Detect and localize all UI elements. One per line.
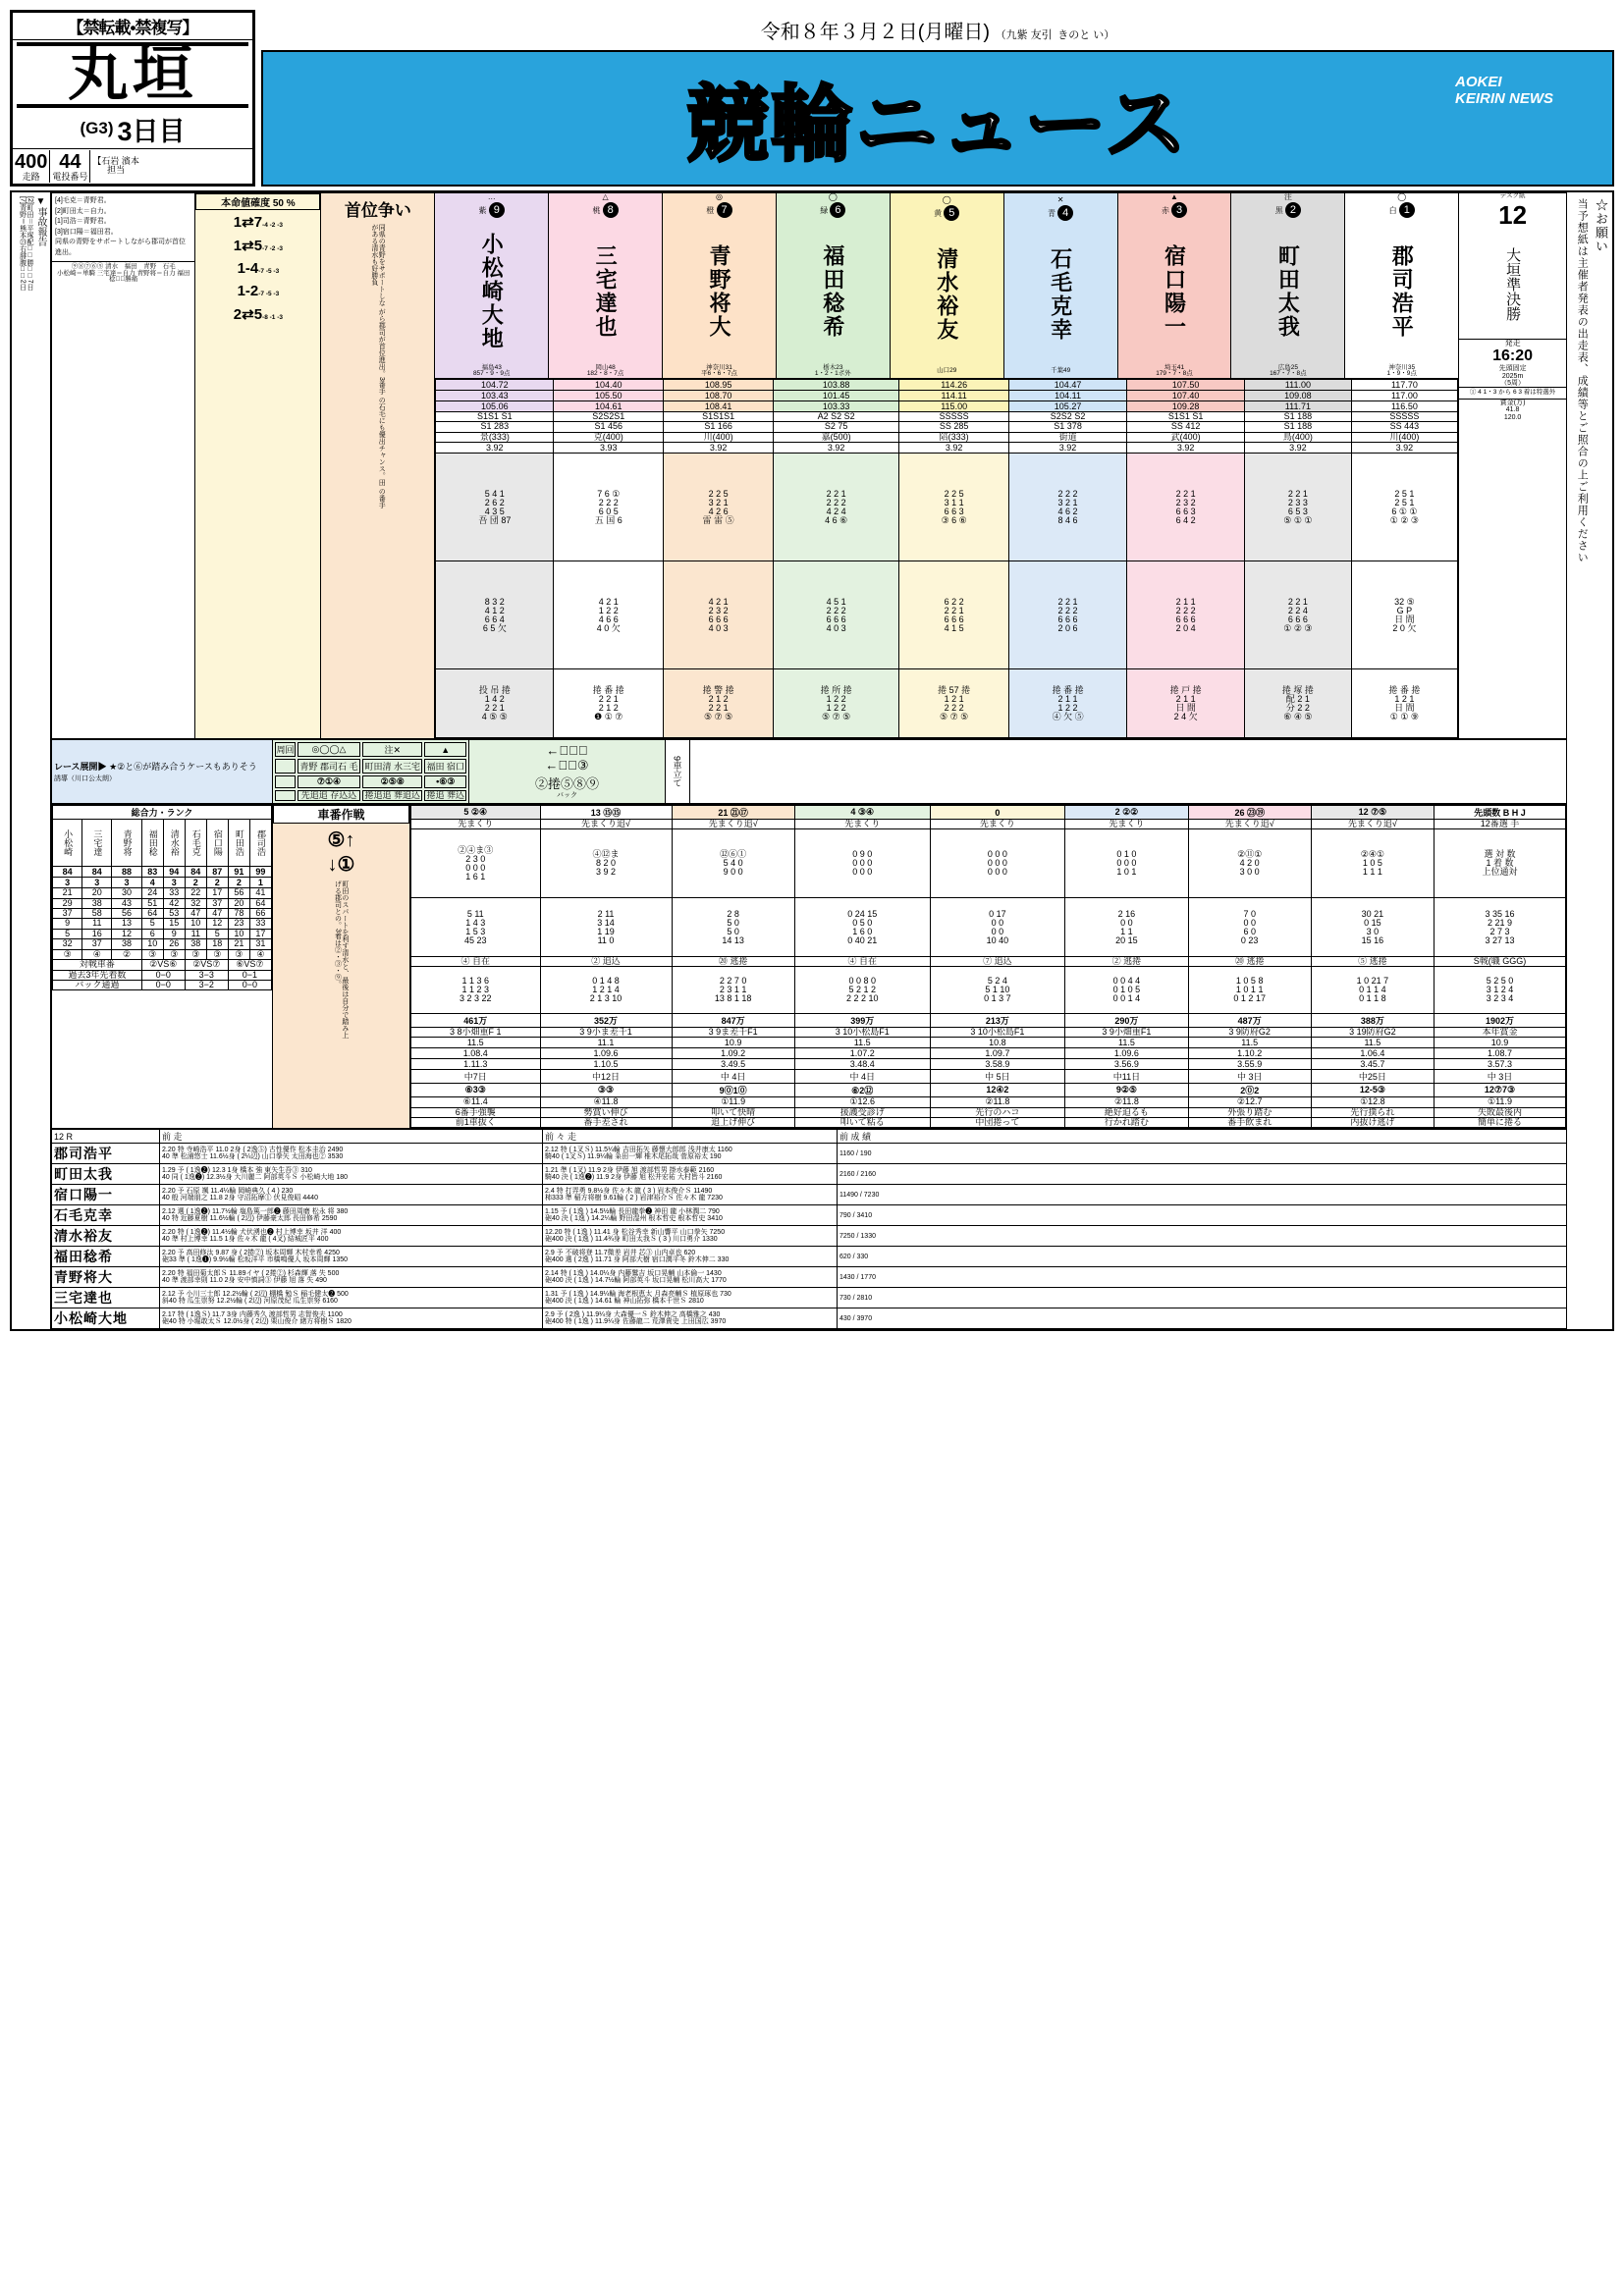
shuukai-group-nums: •⑥③ bbox=[424, 775, 466, 788]
issue-date: 令和８年３月２日(月曜日) （九紫 友引 きのと い） bbox=[760, 22, 1115, 43]
table-row[interactable] bbox=[52, 1226, 1567, 1247]
result-racer-name: 青野将大 bbox=[52, 1267, 160, 1288]
racer-col-3[interactable] bbox=[1117, 193, 1231, 379]
shuukai-group-names: 青野 郡司石 毛 bbox=[298, 759, 360, 774]
racer-name: 郡司浩平 bbox=[1389, 243, 1415, 339]
race-round: 大垣準決勝 bbox=[1504, 247, 1522, 321]
main-content bbox=[51, 192, 1567, 1329]
result-prev2: 2.12 特 ( 1叉Ｓ) 11.5¼輪 吉田拓矢 藤懐大郎郎 浅井康太 1160 騎40 ( 1叉Ｓ) 11.9¼輪 粂田一輝 椎木尾拓哉 菅原裕太 190 bbox=[543, 1144, 838, 1164]
result-recent: 730 / 2810 bbox=[838, 1288, 1567, 1308]
shuukai-group-names: 福田 宿口 bbox=[424, 759, 466, 774]
sen-stats-block bbox=[410, 805, 1567, 1129]
racer-pref: 千葉49 bbox=[1050, 367, 1071, 375]
taisen-row: 過去3年先着数 0−0 3−3 0−1 bbox=[53, 970, 272, 980]
color-row: 紫 9 bbox=[435, 202, 548, 218]
result-recent: 11490 / 7230 bbox=[838, 1185, 1567, 1205]
result-racer-name: 三宅達也 bbox=[52, 1288, 160, 1308]
result-prev2: 2.9 予 不破将登 11.7微差 岩井 芯③ 山内卓也 620 砲400 選 ( 2逸 ) 11.71 身 阿部大樹 宿口潤平冬 鈴木伸二 330 bbox=[543, 1247, 838, 1267]
table-row[interactable] bbox=[52, 1144, 1567, 1164]
mark-row: 注 bbox=[1283, 192, 1292, 201]
racer-rank: 1・9・9点 bbox=[1386, 370, 1417, 378]
prize-1: 41.8 bbox=[1505, 406, 1520, 414]
table-row[interactable] bbox=[52, 1247, 1567, 1267]
result-racer-name: 宿口陽一 bbox=[52, 1185, 160, 1205]
result-prev2: 1.31 予 ( 1逸 ) 14.9¼輪 海老根恵太 月森亮輔Ｓ 植原琢也 730 砲400 決 ( 1逸 ) 14.61 輪 神山拓弥 橋本千世Ｓ 2810 bbox=[543, 1288, 838, 1308]
sogo-names: 小松崎 三宅達 青野将 福田稔 清水裕 石毛克 宿口陽 町田浩 郡司浩 bbox=[53, 820, 272, 867]
sogo-row: 9 11 13 5 15 10 12 23 33 bbox=[53, 919, 272, 929]
sen-kaku-row: ④ 自在 ② 追込 ⑳ 逃捲 ④ 自在 ⑦ 追込 ② 逃捲 ⑳ 逃捲 ⑤ 逃捲 S戦(職 GGG) bbox=[411, 957, 1566, 967]
shuukai-group-names: 町田清 水三宅 bbox=[362, 759, 422, 774]
sen-detail-1: ②④ま③ 2 3 0 0 0 0 1 6 1 ④⑫ま 8 2 0 3 9 2 ⑫⑥① 5 4 0 9 0 0 0 9 0 0 0 0 0 0 0 0 0 0 0 0 0 0 0 0 0 1 0 0 0 0 1 0 1 ②⑪① 4 2 0 3 0 0 ②④① 1 0 5 1 1 1 選 対 数 1 着 数 上位通対 bbox=[411, 829, 1566, 898]
shui-arasoi bbox=[321, 193, 435, 739]
distance: 2025m bbox=[1501, 372, 1524, 380]
shuukai-marks-2: 注✕ bbox=[362, 742, 422, 757]
result-prev2: 1.15 予 ( 1逸 ) 14.5½輪 長田龍拳❷ 神田 龍 小林潤二 790 砲40 決 ( 1逸 ) 14.2¼輪 野田湿州 根本哲史 根本哲史 3410 bbox=[543, 1205, 838, 1226]
venue-meta bbox=[13, 148, 252, 184]
sen-rowa: ⑥3③ ③③ 9⓪1⓪ ⑥2⑫ 12④2 9②⑤ 2⓪2 12-5③ 12⑦7③ bbox=[411, 1084, 1566, 1097]
racer-pref: 広島25 bbox=[1277, 363, 1298, 371]
racer-pref: 栃木23 bbox=[823, 363, 843, 371]
shuukai-marks-3: ▲ bbox=[424, 742, 466, 757]
result-recent: 790 / 3410 bbox=[838, 1205, 1567, 1226]
sogo-row: 29 38 43 51 42 32 37 20 64 bbox=[53, 898, 272, 908]
table-row[interactable] bbox=[52, 1164, 1567, 1185]
racer-name: 石毛克幸 bbox=[1048, 247, 1073, 343]
tenkai-box bbox=[52, 740, 273, 804]
back-box bbox=[469, 740, 666, 804]
racer-pref: 神奈川31 bbox=[706, 363, 732, 371]
result-racer-name: 郡司浩平 bbox=[52, 1144, 160, 1164]
forecast-left bbox=[52, 193, 195, 739]
result-recent: 7250 / 1330 bbox=[838, 1226, 1567, 1247]
top-section bbox=[51, 192, 1567, 739]
result-racer-name: 町田太我 bbox=[52, 1164, 160, 1185]
back-row: ②捲⑤⑧⑨ bbox=[534, 776, 599, 792]
table-row[interactable] bbox=[52, 1308, 1567, 1329]
tenkai-text: ★②と⑥が踏み合うケースもありそう bbox=[109, 762, 257, 773]
color-row: 緑 6 bbox=[777, 202, 890, 218]
racer-col-2[interactable] bbox=[1231, 193, 1345, 379]
logo-english: AOKEI KEIRIN NEWS bbox=[1454, 74, 1553, 107]
racer-pref: 福島43 bbox=[481, 363, 502, 371]
result-prev2: 2.9 予 ( 2逸 ) 11.9¼身 大森優一Ｓ 鈴木伸之 高橋雅之 430 砲400 特 ( 1逸 ) 11.9¼身 佐藤龍二 荒澤貴史 上田国広 3970 bbox=[543, 1308, 838, 1329]
racer-col-6[interactable] bbox=[776, 193, 890, 379]
mark-row: ◯ bbox=[828, 192, 838, 201]
score-row-2: 103.43 105.50 108.70 101.45 114.11 104.11 107.40 109.08 117.00 bbox=[436, 390, 1458, 400]
accident-item: [7]青野＝熊本㉓右腓腹部⃣2日 bbox=[19, 196, 27, 291]
sakusen-arrows: ⑤↑ ↓① bbox=[327, 829, 355, 877]
mark-row: △ bbox=[602, 192, 609, 201]
score-row-1: 104.72 104.40 108.95 103.88 114.26 104.47 107.50 111.00 117.70 bbox=[436, 379, 1458, 390]
start-label: 発走 bbox=[1459, 339, 1566, 348]
color-row: 赤 3 bbox=[1118, 202, 1231, 218]
race-number: 12 bbox=[1498, 199, 1528, 230]
grade-day-row bbox=[13, 110, 252, 148]
result-racer-name: 小松崎大地 bbox=[52, 1308, 160, 1329]
request-notice bbox=[1567, 192, 1612, 1329]
laps: （5周） bbox=[1500, 379, 1526, 387]
sen-time2-row: 1.08.4 1.09.6 1.09.2 1.07.2 1.09.7 1.09.6 1.10.2 1.06.4 1.08.7 bbox=[411, 1048, 1566, 1059]
result-recent: 620 / 330 bbox=[838, 1247, 1567, 1267]
meta-staff: 【石岩 濱本 担当 bbox=[92, 155, 139, 176]
shuukai-group-nums: ②⑤⑧ bbox=[362, 775, 422, 788]
desk-label: デスク紙 bbox=[1499, 192, 1526, 199]
sen-comment-row: 6番手強襲 勢賞い伸び 叩いて快晴 援護受診げ 先行のハコ 絶好迫るも 外張り踏む 先行撲られ 失敗最後内 bbox=[411, 1107, 1566, 1117]
tip-2: [2]町田太＝自力。 bbox=[55, 207, 111, 215]
result-prev1: 2.20 特 寺崎浩平 11.0 2身 ( 2逸⑤) 古性優作 松本圭治 2490 40 準 松浦悠士 11.6½身 ( 2¼辺) 山口拳矢 太田海也② 3530 bbox=[160, 1144, 543, 1164]
honmei-pick: 1-4-7 -5 -3 bbox=[237, 260, 280, 277]
result-prev2: 2.4 特 打弄勇 9.8½身 佐々木 龍 ( 3 ) 岩本俊介Ｓ 11490 柿333 準 稲方将樹 9.61輪 ( 2 ) 岩津裕介Ｓ 佐々木 龍 7230 bbox=[543, 1185, 838, 1205]
dev-spacer bbox=[690, 740, 1567, 804]
racer-rank: 182・8・7点 bbox=[586, 370, 624, 378]
meta-phone: 44 電投番号 bbox=[50, 150, 90, 184]
racer-pref: 埼玉41 bbox=[1164, 363, 1185, 371]
masthead-right bbox=[261, 10, 1614, 187]
result-recent: 1430 / 1770 bbox=[838, 1267, 1567, 1288]
racer-col-1[interactable] bbox=[1345, 193, 1459, 379]
honmei-pick: 1⇄7-4 -2 -3 bbox=[233, 214, 283, 231]
prize-2: 120.0 bbox=[1503, 413, 1522, 421]
eto: きのと い bbox=[1057, 29, 1105, 41]
section-title: 首位争い bbox=[344, 201, 411, 220]
racer-rank: 平6・6・7点 bbox=[701, 370, 737, 378]
shuukai-group-tags: 捲追 葬込 bbox=[424, 790, 466, 801]
shuukai-title: 周回 bbox=[275, 742, 296, 757]
past-results-table bbox=[51, 1129, 1567, 1329]
honmei-comment: 同県の青野をサポートしな がら郡司が首位進出。3番手 の石毛にも優出チャンス。田 の番手がある清水も好勝負 bbox=[370, 224, 386, 508]
sogo-row: 21 20 30 24 33 22 17 56 41 bbox=[53, 888, 272, 898]
result-racer-name: 石毛克幸 bbox=[52, 1205, 160, 1226]
shuukai-marks-1: ◎◯◯△ bbox=[298, 742, 360, 757]
score-row-3: 105.06 104.61 108.41 103.33 115.00 105.27 109.28 111.71 116.50 bbox=[436, 400, 1458, 411]
tip-5: 同県の青野をサポートしながら郡司が首位進出。 bbox=[55, 239, 186, 256]
color-row: 青 4 bbox=[1004, 205, 1117, 221]
racer-col-4[interactable] bbox=[1003, 193, 1117, 379]
result-racer-name: 福田稔希 bbox=[52, 1247, 160, 1267]
race-development-section bbox=[51, 739, 1567, 804]
honmei-pick: 1-2-7 -5 -3 bbox=[237, 283, 280, 299]
tip-3: [1]司浩＝青野君。 bbox=[55, 218, 111, 225]
result-recent: 430 / 3970 bbox=[838, 1308, 1567, 1329]
sen-money-row: 461万 352万 847万 399万 213万 290万 487万 388万 1902万 bbox=[411, 1014, 1566, 1028]
racer-name: 町田太我 bbox=[1275, 243, 1301, 339]
sen-extra-row: 1 1 3 6 1 1 2 3 3 2 3 22 0 1 4 8 1 2 1 4 2 1 3 10 2 2 7 0 2 3 1 1 13 8 1 18 0 0 8 0 5 2 1 2 2 2 2 10 5 2 4 5 1 10 0 1 3 7 0 0 4 4 0 1 0 5 0 0 1 4 1 0 5 8 1 0 1 1 0 1 2 17 1 0 21 7 0 1 1 4 0 1 1 8 5 2 5 0 3 1 2 4 3 2 3 4 bbox=[411, 967, 1566, 1014]
racer-rank: 167・7・8点 bbox=[1270, 370, 1307, 378]
sakusen-box bbox=[273, 805, 410, 1129]
dense-block-3: 投 吊 捲 1 4 2 2 2 1 4 ⑤ ⑤ 捲 番 捲 2 2 1 2 1 2 ❶ ① ⑦ 捲 警 捲 2 1 2 2 2 1 ⑤ ⑦ ⑤ 捲 所 捲 1 2 2 1 2 2 ⑤ ⑦ ⑤ 捲 57 捲 1 2 1 2 2 2 ⑤ ⑦ ⑤ 捲 番 捲 2 1 1 1 2 2 ④ 欠 ⑤ 捲 戸 捲 2 1 1 日 間 2 4 欠 捲 塚 捲 配 2 1 分 2 2 ⑥ ④ ⑤ 捲 番 捲 1 2 1 日 間 ① ① ⑨ bbox=[436, 669, 1458, 738]
racer-name: 福田稔希 bbox=[820, 243, 845, 339]
result-prev1: 2.12 予 小川三士郎 12.2½輪 ( 2辺) 棚橋 勉Ｓ 稲毛健太❷ 500 斜40 特 瓜生崇努 12.2½輪 ( 2辺) 河原茂紀 瓜生崇努 6160 bbox=[160, 1288, 543, 1308]
back-row: ←⑥⃝③ bbox=[545, 758, 589, 774]
sen-senmaku-row: 先まくり 先まくり追√ 先まくり追√ 先まくり 先まくり 先まくり 先まくり追√ 先まくり追√ 12番選 手 bbox=[411, 820, 1566, 829]
sogo-scores: 84 84 88 83 94 84 87 91 99 bbox=[53, 867, 272, 878]
sen-time-row: 11.5 11.1 10.9 11.5 10.8 11.5 11.5 11.5 10.9 bbox=[411, 1038, 1566, 1048]
sen-rowb: ⑥11.4 ④11.8 ①11.9 ①12.6 ②11.8 ②11.8 ②12.7 ①12.8 ①11.9 bbox=[411, 1097, 1566, 1107]
racer-name: 三宅達也 bbox=[593, 243, 619, 339]
color-row: 橙 7 bbox=[663, 202, 776, 218]
accident-report-column bbox=[12, 192, 51, 1329]
race-info-column bbox=[1459, 193, 1567, 739]
racer-pref: 山口29 bbox=[937, 367, 957, 375]
sen-grade-row: 3 8小畑重F 1 3 9小ま差千1 3 9ま差千F1 3 10小松島F1 3 10小松島F1 3 9小畑重F1 3 9防府G2 3 19防府G2 本年賞金 bbox=[411, 1028, 1566, 1038]
mark-row: … bbox=[487, 192, 496, 201]
shuukai-group-tags: 先追追 存込込 bbox=[298, 790, 360, 801]
request-text: 当予想紙は主催者発表の出走表、成績等とご照合の上ご利用ください bbox=[1576, 198, 1589, 563]
racer-col-7[interactable] bbox=[663, 193, 777, 379]
racer-name: 宿口陽一 bbox=[1162, 243, 1187, 339]
racer-col-8[interactable] bbox=[549, 193, 663, 379]
sogo-row: 5 16 12 6 9 11 5 10 17 bbox=[53, 929, 272, 938]
honmei-pick: 1⇄5-7 -2 -3 bbox=[233, 238, 283, 254]
paper-logo bbox=[261, 50, 1614, 187]
racer-rank: 857・9・9点 bbox=[472, 370, 511, 378]
sogo-ranks: 3 3 3 4 3 2 2 2 1 bbox=[53, 878, 272, 888]
sen-comment2-row: 前1車抜く 番手差され 追上げ伸び 叩いて粘る 中団捲って 行かれ踏む 番手飲まれ 内抜け逃げ 簡単に捲る bbox=[411, 1117, 1566, 1127]
middle-section bbox=[51, 804, 1567, 1129]
meta-track: 400 走路 bbox=[13, 150, 50, 184]
tip-notes: ⑨⑧⑦⑥⑤ 清水 福田 青野 石毛 小松崎＝単騎 三宅達＝自力 青野将＝自力 福田稔＝⃠勝痛 bbox=[52, 261, 194, 286]
results-header: 12 R 前 走 前 々 走 前 成 績 bbox=[52, 1130, 1567, 1144]
s1-row: S1S1 S1 S2S2S1 S1S1S1 A2 S2 S2 SSSSS S2S2 S2 S1S1 S1 S1 188 SSSSS bbox=[436, 411, 1458, 421]
copyright-notice: 【禁転載•禁複写】 bbox=[13, 13, 252, 40]
accident-title: ▼事故報告 bbox=[35, 196, 46, 246]
shuukai-box bbox=[273, 740, 469, 804]
mark-row: ◯ bbox=[1397, 192, 1407, 201]
result-prev2: 12.20 特 ( 1逸 ) 11.41 身 松谷秀幸 新山響平 山口拳矢 7250 砲400 決 ( 1逸 ) 11.4¾身 町田太我Ｓ ( 3 ) 川口勇介 1330 bbox=[543, 1226, 838, 1247]
sogo-row: 32 37 38 10 26 38 18 21 31 bbox=[53, 939, 272, 949]
result-prev1: 2.20 予 石原 颯 11.4¼輪 岡崎典久 ( 4 ) 230 40 般 河端朋之 11.8 2身 守沼拓摩① 伏見俊昭 4440 bbox=[160, 1185, 543, 1205]
result-recent: 1160 / 190 bbox=[838, 1144, 1567, 1164]
rokuyou: 九紫 友引 bbox=[1005, 29, 1053, 41]
honmei-pick: 2⇄5-8 -1 -3 bbox=[233, 306, 283, 323]
mark-row: ◯ bbox=[942, 195, 951, 205]
venue-name: 丸垣 bbox=[17, 42, 248, 108]
dense-block-2: 8 3 2 4 1 2 6 6 4 6 5 欠 4 2 1 1 2 2 4 6 6 4 0 欠 4 2 1 2 3 2 6 6 6 4 0 3 4 5 1 2 2 2 6 6 6 4 0 3 6 2 2 2 2 1 6 6 6 4 1 5 2 2 1 2 2 2 6 6 6 2 0 6 2 1 1 2 2 2 6 6 6 2 0 4 2 2 1 2 2 4 6 6 6 ① ② ③ 32 ⑤ G P 日 間 2 0 欠 bbox=[436, 561, 1458, 669]
fixed-label: 先頭固定 bbox=[1498, 365, 1527, 373]
sakusen-title: 車番作戦 bbox=[273, 805, 409, 824]
start-time: 16:20 bbox=[1492, 347, 1534, 365]
result-prev1: 2.20 特 ( 1逸❷) 11.4½輪 犬伏湧也❷ 村上博幸 坂井 洋 400 40 準 村上博幸 11.5 1身 佐々木 龍 ( 4叉) 結城匠平 400 bbox=[160, 1226, 543, 1247]
result-recent: 2160 / 2160 bbox=[838, 1164, 1567, 1185]
shuukai-group-nums: ⑦①④ bbox=[298, 775, 360, 788]
shuukai-group-tags: 捲追追 葬追込 bbox=[362, 790, 422, 801]
region-row: 景(333) 克(400) 川(400) 嘉(500) 陪(333) 街道 武(400) 鳥(400) 川(400) bbox=[436, 432, 1458, 442]
accident-item: [2]町田＝平塚配分⃠勝痛⃣7日 bbox=[27, 196, 33, 291]
sen-days-row: 中7日 中12日 中 4日 中 4日 中 5日 中11日 中 3日 中25日 中 3日 bbox=[411, 1070, 1566, 1084]
sogo-title: 総合力・ランク bbox=[53, 806, 272, 820]
sen-header-row: 5 ②④ 13 ⑮⑮ 21 ㉑⑰ 4 ③④ 0 2 ②② 26 ㉓⑲ 12 ⑦⑤ 先頭数 B H J bbox=[411, 806, 1566, 820]
color-row: 桃 8 bbox=[549, 202, 662, 218]
back-row: ←⑦⃝⑭ bbox=[546, 743, 588, 759]
request-title: ☆お願い bbox=[1594, 198, 1608, 253]
taisen-row: 対戦車番 ②VS⑥ ②VS⑦ ⑥VS⑦ bbox=[53, 960, 272, 970]
result-prev1: 2.12 選 ( 1逸❷) 11.7½輪 塩島篤一郎❷ 藤田周磨 松永 将 380 40 特 近藤夏樹 11.6½輪 ( 2辺) 伊藤豪太郎 長田修希 2590 bbox=[160, 1205, 543, 1226]
racer-name: 小松崎大地 bbox=[479, 232, 505, 350]
racer-rank: 1・2・1ポ外 bbox=[814, 370, 851, 378]
page-header bbox=[10, 10, 1614, 187]
grade-label: (G3) bbox=[80, 119, 114, 138]
mark-row: ▲ bbox=[1170, 192, 1178, 201]
dense-block-1: 5 4 1 2 6 2 4 3 5 吾 団 87 7 6 ① 2 2 2 6 0 5 五 国 6 2 2 5 3 2 1 4 2 6 雷 雷 ⑤ 2 2 1 2 2 2 4 2 4 4 6 ⑥ 2 2 5 3 1 1 6 6 3 ③ 6 ⑥ 2 2 2 3 2 1 4 6 2 8 4 6 2 2 1 2 3 2 6 6 3 6 4 2 2 2 1 2 3 3 6 5 3 ⑤ ① ① 2 5 1 2 5 1 6 ① ① ① ② ③ bbox=[436, 454, 1458, 561]
color-row: 白 1 bbox=[1345, 202, 1458, 218]
color-row: 黄 5 bbox=[891, 205, 1003, 221]
prize-label: 賞金(万) bbox=[1459, 399, 1566, 406]
racer-stats-block bbox=[435, 378, 1459, 738]
sakusen-text: 町田のスパートを利す清水と、最後は自分で踏み上げる郡司との。3着は②・③・⑨。 bbox=[334, 881, 349, 1040]
yuudou: 誘導（川口公太朗） bbox=[54, 775, 116, 783]
sogo-row: 37 58 56 64 53 47 47 78 66 bbox=[53, 908, 272, 918]
racer-rank: 179・7・8点 bbox=[1156, 370, 1193, 378]
racer-pref: 岡山48 bbox=[595, 363, 616, 371]
day-label: 3日目 bbox=[117, 116, 186, 146]
logo-kanji: 競輪ニュース bbox=[686, 79, 1189, 171]
result-prev1: 2.20 特 福田菊太郎Ｓ 11.89イヤ ( 2捲②) 杉森輝 落 失 500 40 準 渡部幸則 11.0 2身 安中慎詞③ 伊藤 旭 落 失 490 bbox=[160, 1267, 543, 1288]
result-prev2: 1.21 準 ( 1叉) 11.9 2身 伊藤 旭 渡部哲男 掛水泰範 2160 騎40 決 ( 1逸❷) 11.9 2身 伊藤 旭 松井宏祐 大村皆斗 2160 bbox=[543, 1164, 838, 1185]
racer-col-5[interactable] bbox=[890, 193, 1003, 379]
honmei-label: 本命値確度 50 % bbox=[195, 193, 320, 210]
racer-pref: 神奈川35 bbox=[1388, 363, 1416, 371]
mark-row: ✕ bbox=[1056, 195, 1064, 205]
back-label: バック bbox=[557, 792, 577, 800]
tip-1: [4]毛克＝青野君。 bbox=[55, 197, 111, 204]
table-row[interactable] bbox=[52, 1185, 1567, 1205]
racer-col-9[interactable] bbox=[435, 193, 549, 379]
result-prev2: 2.14 特 ( 1逸 ) 14.0¼身 内藤鷲吉 坂口晃輔 山本倫一 1430 砲400 決 ( 1逸 ) 14.7½輪 阿部英斗 坂口晃輔 松川高大 1770 bbox=[543, 1267, 838, 1288]
racer-name: 清水裕友 bbox=[934, 247, 959, 343]
taisen-row: バック通過 0−0 3−2 0−0 bbox=[53, 981, 272, 990]
result-racer-name: 清水裕友 bbox=[52, 1226, 160, 1247]
sen-detail-2: 5 11 1 4 3 1 5 3 45 23 2 11 3 14 1 19 11 0 2 8 5 0 5 0 14 13 0 24 15 0 5 0 1 6 0 0 40 21 0 17 0 0 0 0 10 40 2 16 0 0 1 1 20 15 7 0 0 0 6 0 0 23 30 21 0 15 3 0 15 16 3 35 16 2 21 9 2 7 3 3 27 13 bbox=[411, 898, 1566, 957]
tenkai-label: レース展開▶ bbox=[54, 762, 107, 773]
result-prev1: 1.29 予 ( 1逸❷) 12.3 1身 橋本 強 東矢生吾③ 310 40 同 ( 1逸❷) 12.3½身 大川麗二 阿部英斗Ｓ 小松崎大地 180 bbox=[160, 1164, 543, 1185]
race-note: ① 4 1・3 から 6 3 着は特選外 bbox=[1459, 387, 1566, 399]
sogo-block bbox=[52, 805, 273, 1129]
kuruma-count: 9車立て bbox=[666, 740, 690, 804]
venue-masthead bbox=[10, 10, 255, 187]
sogo-marks: ③ ④ ② ③ ③ ③ ③ ③ ④ bbox=[53, 949, 272, 959]
table-row[interactable] bbox=[52, 1205, 1567, 1226]
main-body bbox=[10, 190, 1614, 1331]
gear-row: 3.92 3.93 3.92 3.92 3.92 3.92 3.92 3.92 3.92 bbox=[436, 443, 1458, 454]
honmei-box bbox=[195, 193, 321, 739]
result-prev1: 2.17 特 ( 1逸Ｓ) 11.7 3身 内藤秀久 渡部哲男 志智俊夫 1100 砲40 特 小堀敢太Ｓ 12.0½身 ( 2辺) 栗山俊介 緒方将樹Ｓ 1820 bbox=[160, 1308, 543, 1329]
result-prev1: 2.20 予 高田修汰 9.87 身 ( 2捲②) 坂本周輝 木村幸希 4250 砲33 準 ( 1逸❶) 9.9½輪 松坂洋平 市橋鳴優人 坂本周輝 1350 bbox=[160, 1247, 543, 1267]
sen-time3-row: 1.11.3 1.10.5 3.49.5 3.48.4 3.58.9 3.56.9 3.55.9 3.45.7 3.57.3 bbox=[411, 1059, 1566, 1070]
table-row[interactable] bbox=[52, 1267, 1567, 1288]
racer-name: 青野将大 bbox=[706, 243, 731, 339]
tip-4: [3]宿口陽＝福田君。 bbox=[55, 228, 118, 236]
color-row: 黒 2 bbox=[1231, 202, 1344, 218]
s1-row-2: S1 283 S1 456 S1 166 S2 75 SS 285 S1 378 SS 412 S1 188 SS 443 bbox=[436, 422, 1458, 432]
mark-row: ◎ bbox=[715, 192, 723, 201]
table-row[interactable] bbox=[52, 1288, 1567, 1308]
